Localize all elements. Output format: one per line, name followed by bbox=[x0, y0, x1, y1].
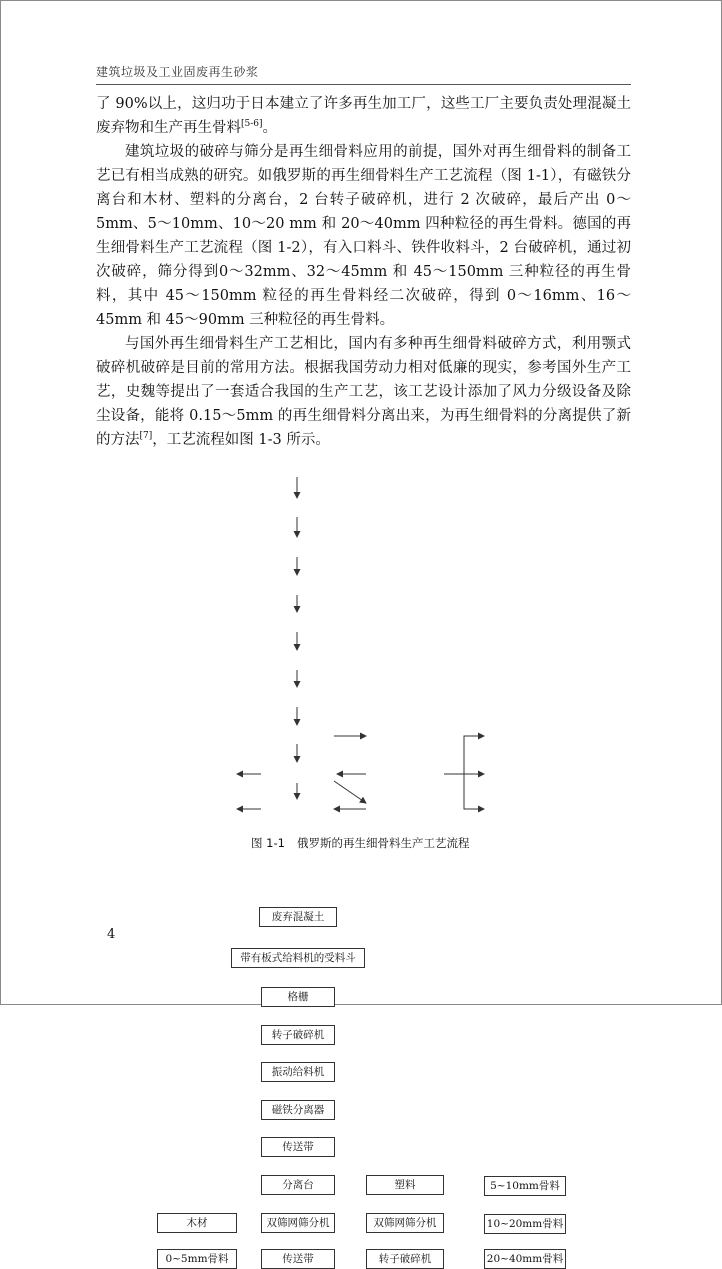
paragraph-2: 建筑垃圾的破碎与筛分是再生细骨料应用的前提，国外对再生细骨料的制备工艺已有相当成熟的研究。如俄罗斯的再生细骨料生产工艺流程（图 1-1），有磁铁分离台和木材、塑料的分离台，2 台转子破碎机，进行 2 次破碎，最后产出 0～5mm、5～10mm、10～20 mm 和 20～40mm 四种粒径的再生骨料。德国的再生细骨料生产工艺流程（图 1-2），有入口料斗、铁件收料斗，2 台破碎机，通过初次破碎，筛分得到0～32mm、32～45mm 和 45～150mm 三种粒径的再生骨料，其中 45～150mm 粒径的再生骨料经二次破碎，得到 0～16mm、16～45mm 和 45～90mm 三种粒径的再生骨料。 bbox=[96, 144, 631, 328]
node-output-0-5mm: 0~5mm骨料 bbox=[157, 1249, 237, 1269]
node-output-20-40mm: 20~40mm骨料 bbox=[484, 1249, 566, 1269]
node-double-screen-1: 双筛网筛分机 bbox=[261, 1213, 335, 1233]
citation-ref: [5-6] bbox=[241, 119, 263, 129]
flowchart-connectors bbox=[1, 451, 722, 836]
node-output-5-10mm: 5~10mm骨料 bbox=[484, 1176, 566, 1196]
header-rule bbox=[96, 84, 631, 85]
node-magnetic-separator: 磁铁分离器 bbox=[261, 1100, 335, 1120]
citation-ref: [7] bbox=[139, 431, 153, 441]
node-conveyor-2: 传送带 bbox=[261, 1249, 335, 1269]
figure-caption-number: 图 1-1 bbox=[251, 836, 285, 850]
node-conveyor-1: 传送带 bbox=[261, 1137, 335, 1157]
figure-caption bbox=[251, 835, 469, 851]
body-text bbox=[96, 92, 631, 452]
node-hopper: 带有板式给料机的受料斗 bbox=[231, 948, 365, 968]
page-number: 4 bbox=[107, 927, 116, 942]
node-wood: 木材 bbox=[157, 1213, 237, 1233]
node-vibrating-feeder: 振动给料机 bbox=[261, 1062, 335, 1082]
paragraph-1: 了 90%以上，这归功于日本建立了许多再生加工厂，这些工厂主要负责处理混凝土废弃物和生产再生骨料[5-6]。 bbox=[96, 96, 631, 136]
node-separation-table: 分离台 bbox=[261, 1175, 335, 1195]
node-rotor-crusher-1: 转子破碎机 bbox=[261, 1025, 335, 1045]
node-plastic: 塑料 bbox=[366, 1175, 444, 1195]
node-grille: 格栅 bbox=[261, 987, 335, 1007]
figure-caption-title: 俄罗斯的再生细骨料生产工艺流程 bbox=[296, 836, 470, 850]
node-double-screen-2: 双筛网筛分机 bbox=[366, 1213, 444, 1233]
paragraph-3: 与国外再生细骨料生产工艺相比，国内有多种再生细骨料破碎方式，利用颚式破碎机破碎是目前的常用方法。根据我国劳动力相对低廉的现实，参考国外生产工艺，史魏等提出了一套适合我国的生产工艺，该工艺设计添加了风力分级设备及除尘设备，能将 0.15～5mm 的再生细骨料分离出来，为再生细骨料的分离提供了新的方法[7]，工艺流程如图 1-3 所示。 bbox=[96, 336, 631, 448]
node-rotor-crusher-2: 转子破碎机 bbox=[366, 1249, 444, 1269]
node-waste-concrete: 废弃混凝土 bbox=[259, 907, 337, 927]
node-output-10-20mm: 10~20mm骨料 bbox=[484, 1214, 566, 1234]
running-header: 建筑垃圾及工业固废再生砂浆 bbox=[96, 65, 259, 79]
